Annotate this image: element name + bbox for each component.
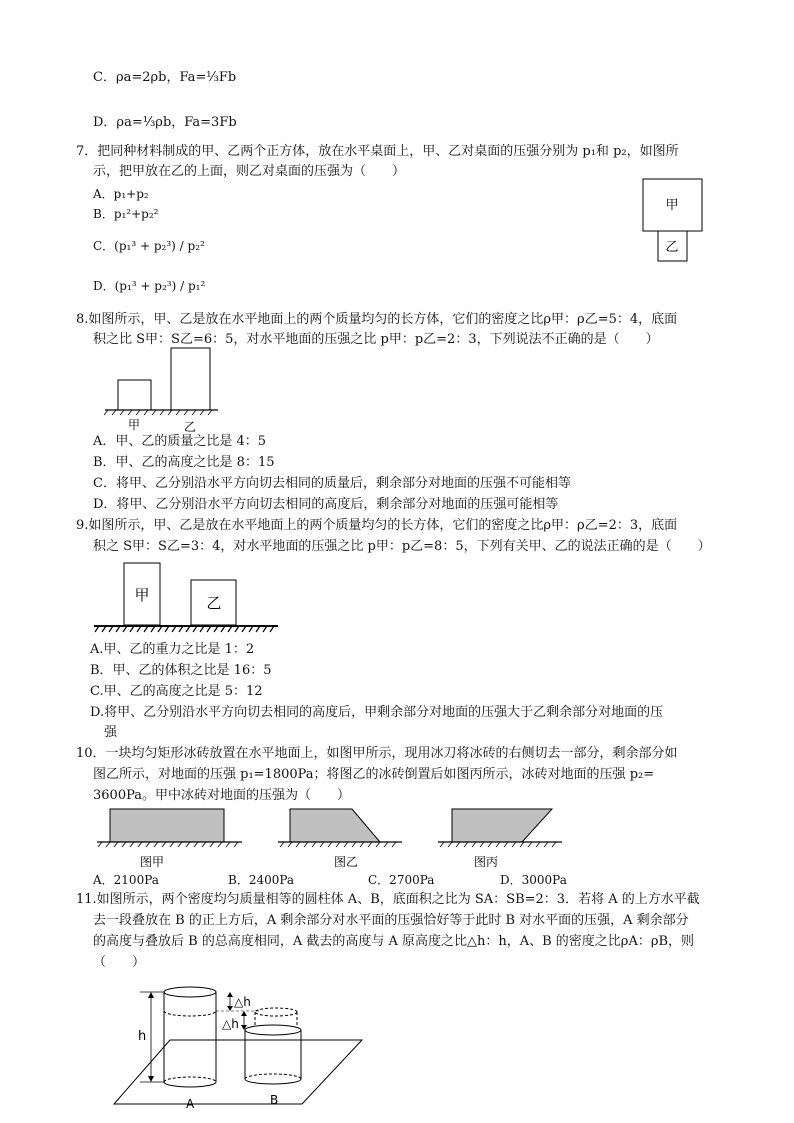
q9-option-d-line2: 强 — [104, 725, 118, 740]
q8-figure — [100, 345, 225, 435]
q8-stem-line2: 积之比 S甲：S乙=6：5，对水平地面的压强之比 p甲：p乙=2：3，下列说法不正确的是（ ） — [93, 332, 659, 347]
q8-ground-hatch — [104, 410, 212, 415]
q10-option-d: D．3000Pa — [500, 873, 567, 887]
q9-option-b: B．甲、乙的体积之比是 16：5 — [90, 663, 272, 678]
q11-label-b: B — [270, 1093, 279, 1107]
q8-label-jia: 甲 — [127, 418, 141, 432]
q9-option-d-line1: D.将甲、乙分别沿水平方向切去相同的高度后，甲剩余部分对地面的压强大于乙剩余部分对地面的压 — [90, 705, 664, 720]
q11-stem-line1: 11.如图所示，两个密度均匀质量相等的圆柱体 A、B，底面积之比为 SA：SB=2：3．若将 A 的上方水平截 — [76, 892, 700, 907]
q8-option-a: A．甲、乙的质量之比是 4：5 — [93, 434, 267, 449]
q8-stem-line1: 8.如图所示，甲、乙是放在水平地面上的两个质量均匀的长方体，它们的密度之比ρ甲：ρ乙=5：4，底面 — [76, 312, 678, 327]
q7-stem-line2: 示，把甲放在乙的上面，则乙对桌面的压强为（ ） — [93, 164, 406, 179]
q10-brick-bing — [452, 809, 552, 842]
q11-cylinder-b-bottom — [245, 1079, 301, 1084]
q8-block-yi — [171, 348, 210, 410]
q10-hatch-jia — [98, 842, 238, 847]
q11-stack-top — [255, 1008, 297, 1016]
q11-arrow-h-up — [148, 992, 154, 998]
q11-stem-line4: （ ） — [93, 955, 146, 970]
q7-option-a: A．p₁+p₂ — [93, 187, 149, 201]
q7-option-d: D．(p₁³ + p₂³) / p₁² — [93, 279, 206, 293]
q7-option-b: B．p₁²+p₂² — [93, 207, 159, 221]
q10-figure — [92, 804, 622, 872]
q6-option-c: C．ρa=2ρb，Fa=⅓Fb — [93, 70, 237, 85]
q11-stem-line3: 的高度与叠放后 B 的总高度相同，A 截去的高度与 A 原高度之比△h：h，A、B 的密度之比ρA：ρB，则 — [93, 934, 695, 949]
q9-stem-line2: 积之 S甲：S乙=3：4，对水平地面的压强之比 p甲：p乙=8：5，下列有关甲、乙的说法正确的是（ ） — [93, 539, 711, 554]
q9-label-yi: 乙 — [206, 594, 222, 612]
q11-cylinder-b-bottom-hidden — [245, 1074, 301, 1079]
q10-hatch-yi — [280, 842, 396, 847]
q8-option-c: C．将甲、乙分别沿水平方向切去相同的质量后，剩余部分对地面的压强不可能相等 — [93, 476, 571, 491]
q9-figure — [92, 558, 282, 636]
q11-arrow-dh1-up — [227, 992, 233, 997]
q11-label-dh1: △h — [234, 995, 251, 1009]
q8-block-jia — [118, 380, 151, 410]
q10-brick-jia — [110, 809, 224, 842]
q11-cut-line-a — [164, 1011, 216, 1016]
q10-option-b: B．2400Pa — [228, 873, 295, 887]
q9-option-a: A.甲、乙的重力之比是 1：2 — [90, 642, 255, 657]
q6-option-d: D．ρa=⅓ρb，Fa=3Fb — [93, 115, 237, 130]
q10-stem-line3: 3600Pa。甲中冰砖对地面的压强为（ ） — [93, 788, 350, 803]
q8-label-yi: 乙 — [183, 420, 197, 434]
q9-label-jia: 甲 — [134, 586, 150, 604]
q11-label-h: h — [138, 1029, 147, 1044]
q10-brick-yi — [290, 809, 380, 842]
q10-hatch-bing — [440, 842, 556, 847]
q11-cylinder-a-bottom-hidden — [164, 1077, 216, 1082]
q9-stem-line1: 9.如图所示，甲、乙是放在水平地面上的两个质量均匀的长方体，它们的密度之比ρ甲：ρ乙=2：3，底面 — [76, 518, 678, 533]
q11-stem-line2: 去一段叠放在 B 的正上方后，A 剩余部分对水平面的压强恰好等于此时 B 对水平面的压强，A 剩余部分 — [93, 913, 689, 928]
q7-option-c: C．(p₁³ + p₂³) / p₂² — [93, 239, 205, 253]
q7-label-yi: 乙 — [665, 240, 679, 255]
q10-label-bing: 图丙 — [474, 855, 499, 869]
q10-option-c: C．2700Pa — [368, 873, 435, 887]
q11-cylinder-a-bottom — [164, 1082, 216, 1087]
q11-cylinder-b-top — [245, 1025, 301, 1035]
q7-label-jia: 甲 — [665, 198, 679, 213]
q11-label-dh2: △h — [222, 1017, 239, 1031]
q11-arrow-h-down — [148, 1076, 154, 1082]
q7-stem-line1: 7．把同种材料制成的甲、乙两个正方体，放在水平桌面上，甲、乙对桌面的压强分别为 p₁和 p₂，如图所 — [76, 144, 679, 159]
q11-arrow-dh2-up — [241, 1011, 247, 1016]
q10-stem-line1: 10．一块均匀矩形冰砖放置在水平地面上，如图甲所示，现用冰刀将冰砖的右侧切去一部分，剩余部分如 — [76, 746, 678, 761]
q8-option-b: B．甲、乙的高度之比是 8：15 — [93, 455, 275, 470]
q7-figure — [640, 176, 710, 268]
q11-figure — [110, 980, 370, 1114]
q10-option-a: A．2100Pa — [93, 873, 159, 887]
q8-option-d: D．将甲、乙分别沿水平方向切去相同的高度后，剩余部分对地面的压强可能相等 — [93, 497, 559, 512]
q11-cylinder-a-top — [164, 987, 216, 997]
q11-label-a: A — [186, 1097, 195, 1111]
q10-stem-line2: 图乙所示，对地面的压强 p₁=1800Pa；将图乙的冰砖倒置后如图丙所示，冰砖对地面的压强 p₂= — [93, 767, 655, 782]
q9-option-c: C.甲、乙的高度之比是 5：12 — [90, 684, 263, 699]
q11-arrow-dh1-down — [227, 1006, 233, 1011]
q10-label-jia: 图甲 — [140, 855, 165, 869]
q10-label-yi: 图乙 — [334, 855, 359, 869]
